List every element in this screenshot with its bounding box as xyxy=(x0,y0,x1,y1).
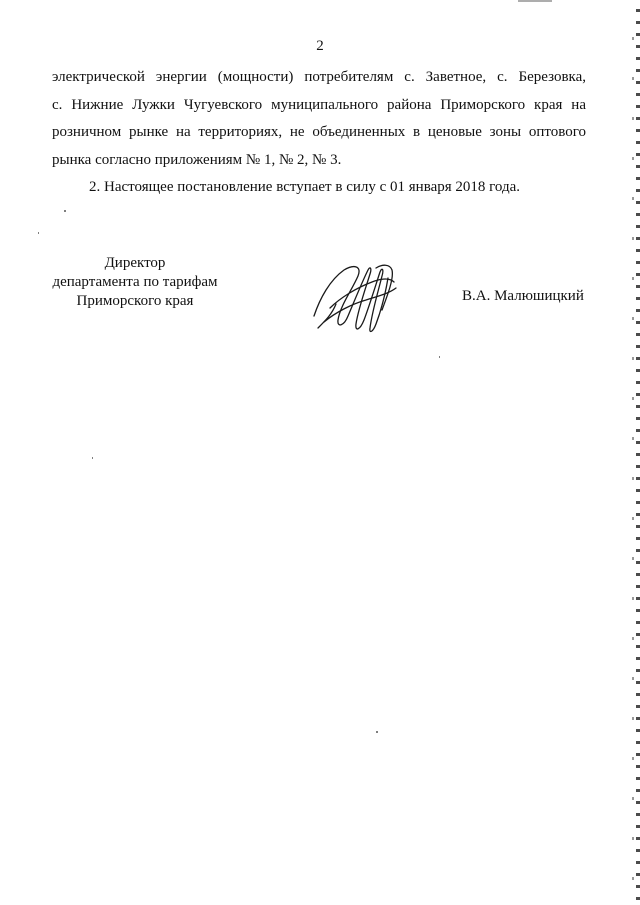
signatory-title-line: департамента по тарифам xyxy=(52,274,218,290)
paragraph-2: 2. Настоящее постановление вступает в силу с 01 января 2018 года. xyxy=(89,179,521,195)
scan-speck xyxy=(92,457,93,459)
document-body xyxy=(52,64,586,202)
scan-artifact-top xyxy=(518,0,552,2)
paragraph-1-line: рынка согласно приложениям № 1, № 2, № 3. xyxy=(52,151,342,168)
page-number: 2 xyxy=(316,38,324,54)
scan-speck xyxy=(376,731,378,733)
scan-edge-right-inner xyxy=(632,0,634,905)
paragraph-1-line: электрической энергии (мощности) потребителям с. Заветное, с. Березовка, xyxy=(52,69,586,85)
scan-speck xyxy=(64,210,66,212)
signatory-title xyxy=(50,254,220,311)
paragraph-1-line: с. Нижние Лужки Чугуевского муниципального района Приморского края на xyxy=(52,96,586,113)
signatory-title-line: Приморского края xyxy=(76,293,194,309)
signatory-name: В.А. Малюшицкий xyxy=(462,288,584,304)
scan-speck xyxy=(38,232,39,234)
handwritten-signature xyxy=(310,258,410,338)
scan-speck xyxy=(439,356,440,358)
paragraph-1 xyxy=(52,64,586,174)
signatory-title-line: Директор xyxy=(104,255,166,271)
paragraph-1-line: розничном рынке на территориях, не объединенных в ценовые зоны оптового xyxy=(52,124,586,140)
scan-edge-right xyxy=(636,0,640,905)
